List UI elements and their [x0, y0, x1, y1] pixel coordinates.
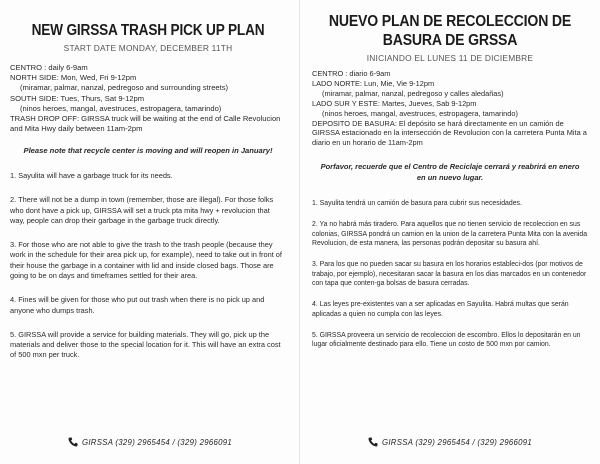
- schedule-trash-drop-off: TRASH DROP OFF: GIRSSA truck will be waiting at the end of Calle Revolucion and Mita Hwy daily between 11am-2pm: [10, 114, 281, 134]
- english-recycle-note: Please note that recycle center is moving and will reopen in January!: [23, 146, 273, 156]
- english-footer-phones: GIRSSA (329) 2965454 / (329) 2966091: [81, 438, 233, 447]
- english-title: NEW GIRSSA TRASH PICK UP PLAN: [31, 22, 265, 39]
- spanish-flyer: [300, 0, 600, 464]
- spanish-title-line2: BASURA DE GRSSA: [382, 32, 518, 49]
- schedule-north-side: NORTH SIDE: Mon, Wed, Fri 9-12pm: [10, 73, 137, 83]
- list-item: 4. Fines will be given for those who put out trash when there is no pick up and anyone who dumps trash.: [10, 295, 265, 315]
- list-item: 4. Las leyes pre-existentes van a ser aplicadas en Sayulita. Habrá multas que serán aplicadas a quien no cumpla con las leyes.: [312, 301, 569, 318]
- list-item: 3. Para los que no pueden sacar su basura en los horarios estableci-dos (por motivos de trabajo, por ejemplo), necesitaran sacar la basura en los dias marcados en un contenedor con tapa que conten-ga bolsas de basura cerradas.: [312, 261, 587, 288]
- list-item: 2. Ya no habrá más tiradero. Para aquellos que no tienen servicio de recoleccion en sus colonias, GIRSSA pondrá un camion en la union de la carretera Punta Mita con la avenida Revolucion, de esta manera, las personas podrán depositar su basura ahí.: [312, 220, 588, 248]
- spanish-items: [312, 199, 588, 350]
- spanish-subtitle: INICIANDO EL LUNES 11 DE DICIEMBRE: [366, 53, 534, 63]
- schedule-centro: CENTRO : daily 6-9am: [10, 63, 88, 72]
- list-item: 2. There will not be a dump in town (remember, those are illegal). For those folks who dont have a pick up, GIRSSA will set a truck pta mita hwy + revolucion that way, people can drop their garbage in the garbage truck directly.: [10, 195, 274, 225]
- schedule-lado-norte: LADO NORTE: Lun, Mie, Vie 9-12pm: [312, 78, 435, 88]
- list-item: 3. For those who are not able to give the trash to the trash people (because they work in the schedule for their area pick up, for example), need to take out in front of their house the garbage in a container with lid and inside closed bags. Those are going to be on days and timeframes settled for their area.: [10, 240, 282, 280]
- english-footer: [0, 437, 300, 447]
- list-item: 1. Sayulita tendrá un camión de basura para cubrir sus necesidades.: [312, 200, 522, 208]
- phone-icon: [368, 437, 378, 447]
- spanish-title-line1: NUEVO PLAN DE RECOLECCION DE: [328, 13, 572, 30]
- schedule-norte-streets: (miramar, palmar, nanzal, pedregoso y calles aledañas): [322, 88, 504, 98]
- phone-icon: [68, 437, 78, 447]
- schedule-north-streets: (miramar, palmar, nanzal, pedregoso and surrounding streets): [20, 83, 229, 93]
- schedule-centro: CENTRO : diario 6-9am: [312, 69, 391, 78]
- english-schedule: [10, 63, 286, 134]
- schedule-sur-streets: (ninos heroes, mangal, avestruces, estropagera, tamarindo): [322, 108, 518, 118]
- list-item: 5. GIRSSA will provide a service for building materials. They will go, pick up the materials and deliver those to the special location for it. This will have an extra cost of 500 mxn per truck.: [10, 329, 281, 360]
- english-subtitle: START DATE MONDAY, DECEMBER 11TH: [63, 43, 233, 53]
- spanish-recycle-note: Porfavor, recuerde que el Centro de Reciclaje cerrará y reabrirá en enero en un nuevo lugar.: [320, 162, 580, 182]
- schedule-deposito: DEPOSITO DE BASURA: El depósito se hará directamente en un camión de GIRSSA estacionado en la intersección de Revolucion con la carretera Punta Mita a diario en un horario de 11am-2pm: [312, 118, 587, 148]
- schedule-lado-sur: LADO SUR Y ESTE: Martes, Jueves, Sab 9-12pm: [312, 98, 477, 108]
- schedule-south-side: SOUTH SIDE: Tues, Thurs, Sat 9-12pm: [10, 93, 145, 103]
- spanish-schedule: [312, 69, 588, 148]
- list-item: 1. Sayulita will have a garbage truck for its needs.: [10, 170, 173, 180]
- spanish-footer: [300, 437, 600, 447]
- spanish-footer-phones: GIRSSA (329) 2965454 / (329) 2966091: [381, 438, 533, 447]
- list-item: 5. GIRSSA proveera un servicio de recoleccion de escombro. Ellos lo depositarán en un lugar oficialmente destinado para ello. Tiene un costo de 500 mxn por camion.: [312, 331, 581, 349]
- schedule-south-streets: (ninos heroes, mangal, avestruces, estropagera, tamarindo): [20, 103, 222, 113]
- english-items: [10, 171, 286, 361]
